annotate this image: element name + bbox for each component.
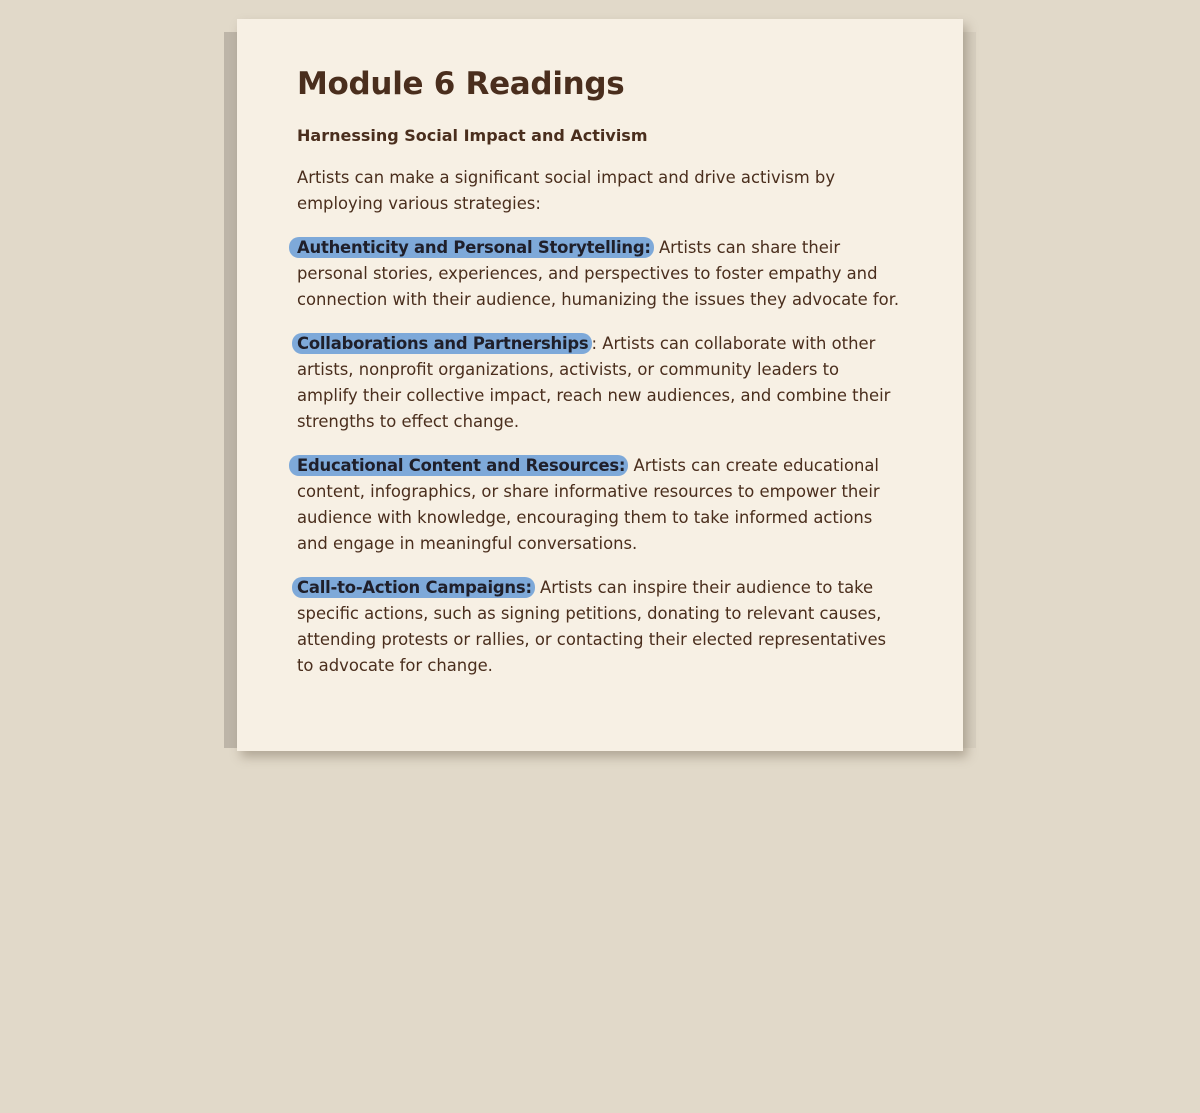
strategy-text: : Artists can collaborate with other artists, nonprofit organizations, activists, or community leaders to amplify their collective impact, reach new audiences, and combine their strengths to effect change.	[297, 334, 891, 431]
strategy-text: Artists can share their personal stories, experiences, and perspectives to foster empathy and connection with their audience, humanizing the issues they advocate for.	[297, 238, 900, 309]
section-subtitle: Harnessing Social Impact and Activism	[297, 126, 648, 145]
strategy-paragraph-authenticity	[297, 235, 903, 313]
strategy-text: Artists can inspire their audience to take specific actions, such as signing petitions, donating to relevant causes, attending protests or rallies, or contacting their elected representatives to advocate for change.	[297, 578, 887, 675]
intro-paragraph: Artists can make a significant social impact and drive activism by employing various strategies:	[297, 168, 836, 213]
strategy-paragraph-educational	[297, 453, 903, 557]
highlighted-term: Collaborations and Partnerships	[292, 333, 592, 354]
highlighted-term: Authenticity and Personal Storytelling:	[289, 237, 654, 258]
highlighted-term: Educational Content and Resources:	[289, 455, 628, 476]
reading-page	[237, 19, 963, 751]
highlighted-term: Call-to-Action Campaigns:	[292, 577, 535, 598]
strategy-paragraph-collaborations	[297, 331, 903, 435]
strategy-text: Artists can create educational content, infographics, or share informative resources to empower their audience with knowledge, encouraging them to take informed actions and engage in meaningful conversations.	[297, 456, 880, 553]
page-title: Module 6 Readings	[297, 66, 625, 102]
strategy-paragraph-call-to-action	[297, 575, 903, 679]
